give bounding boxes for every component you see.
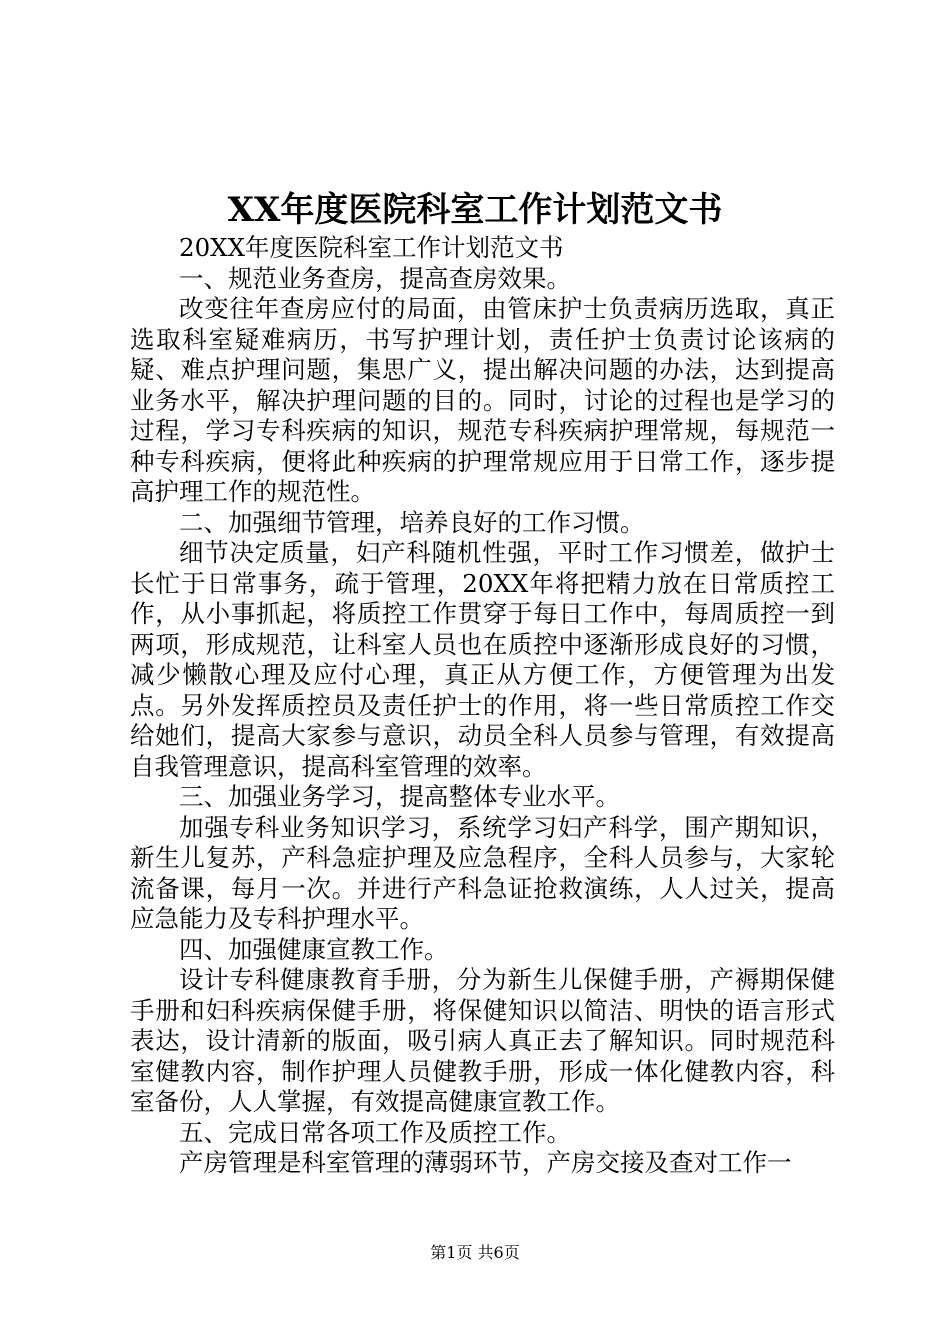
paragraph: 细节决定质量，妇产科随机性强，平时工作习惯差，做护士长忙于日常事务，疏于管理，20XX年将把精力放在日常质控工作，从小事抓起，将质控工作贯穿于每日工作中，每周质控一到两项，形成规范，让科室人员也在质控中逐渐形成良好的习惯，减少懒散心理及应付心理，真正从方便工作，方便管理为出发点。另外发挥质控员及责任护士的作用，将一些日常质控工作交给她们，提高大家参与意识，动员全科人员参与管理，有效提高自我管理意识，提高科室管理的效率。 xyxy=(130,538,835,781)
page-number-footer: 第1页 共6页 xyxy=(430,1243,520,1262)
paragraph: 改变往年查房应付的局面，由管床护士负责病历选取，真正选取科室疑难病历，书写护理计划，责任护士负责讨论该病的疑、难点护理问题，集思广义，提出解决问题的办法，达到提高业务水平，解决护理问题的目的。同时，讨论的过程也是学习的过程，学习专科疾病的知识，规范专科疾病护理常规，每规范一种专科疾病，便将此种疾病的护理常规应用于日常工作，逐步提高护理工作的规范性。 xyxy=(130,294,835,506)
paragraph: 加强专科业务知识学习，系统学习妇产科学，围产期知识，新生儿复苏，产科急症护理及应急程序，全科人员参与，大家轮流备课，每月一次。并进行产科急证抢救演练，人人过关，提高应急能力及专科护理水平。 xyxy=(130,812,835,933)
section-heading-3: 三、加强业务学习，提高整体专业水平。 xyxy=(179,782,620,811)
document-title: XX年度医院科室工作计划范文书 xyxy=(227,190,723,230)
paragraph: 设计专科健康教育手册，分为新生儿保健手册，产褥期保健手册和妇科疾病保健手册，将保健知识以简洁、明快的语言形式表达，设计清新的版面，吸引病人真正去了解知识。同时规范科室健教内容，制作护理人员健教手册，形成一体化健教内容，科室备份，人人掌握，有效提高健康宣教工作。 xyxy=(130,965,835,1116)
section-heading-5: 五、完成日常各项工作及质控工作。 xyxy=(179,1117,571,1147)
section-heading-2: 二、加强细节管理，培养良好的工作习惯。 xyxy=(179,507,645,537)
section-heading-4: 四、加强健康宣教工作。 xyxy=(179,934,449,964)
paragraph: 产房管理是科室管理的薄弱环节，产房交接及查对工作一 xyxy=(179,1148,792,1177)
document-body xyxy=(130,233,835,1179)
paragraph-subtitle: 20XX年度医院科室工作计划范文书 xyxy=(179,233,564,262)
section-heading-1: 一、规范业务查房，提高查房效果。 xyxy=(179,263,571,293)
